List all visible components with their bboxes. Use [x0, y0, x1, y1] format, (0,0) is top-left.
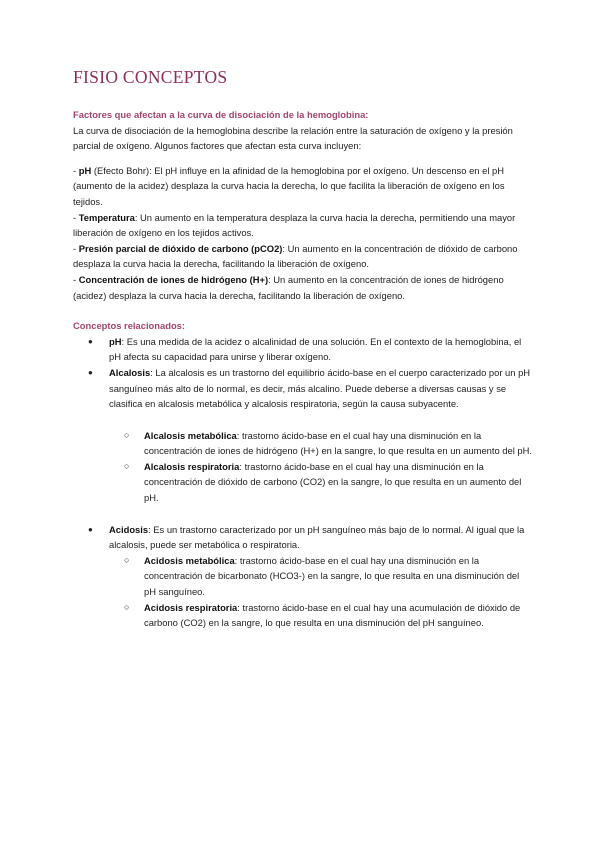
section-heading-factors: Factores que afectan a la curva de disociación de la hemoglobina:: [73, 109, 369, 120]
factor-label: Presión parcial de dióxido de carbono (pCO2): [78, 242, 283, 254]
section-heading-concepts: Conceptos relacionados:: [73, 320, 186, 332]
page-title: FISIO CONCEPTOS: [73, 67, 228, 87]
section-intro: La curva de disociación de la hemoglobina describe la relación entre la saturación de oxígeno y la presión parcial de oxígeno. Algunos factores que afectan esta curva incluyen:: [73, 124, 513, 152]
alcalosis-sublist: [109, 428, 533, 506]
factor-label: Temperatura: [78, 211, 135, 223]
sublist-item: ○ Alcalosis metabólica: trastorno ácido-base en el cual hay una disminución en la concentración de iones de hidrógeno (H+) en la sangre, lo que resulta en un aumento del pH.: [109, 428, 533, 459]
list-item-ph: ● pH: Es una medida de la acidez o alcalinidad de una solución. En el contexto de la hemoglobina, el pH afecta su capacidad para unirse y liberar oxígeno.: [73, 334, 533, 365]
concept-list: [73, 334, 533, 631]
list-item-alcalosis: ● Alcalosis: La alcalosis es un trastorno del equilibrio ácido-base en el cuerpo caracterizado por un pH sanguíneo más alto de lo normal, es decir, más alcalino. Puede deberse a diversas causas y se clasifica en alcalosis metabólica y alcalosis respiratoria, según la causa subyacente. ○ Alcalosis metabólica: trastorno ácido-base en el cual hay una disminución en la concentración de iones de hidrógeno (H+) en la sangre, lo que resulta en un aumento del pH. ○ Alcalosis respiratoria: trastorno ácido-base en el cual hay una disminución en la concentración de dióxido de carbono (CO2) en la sangre, lo que resulta en un aumento del pH.: [73, 365, 533, 522]
document-page: [73, 66, 533, 631]
factor-item: - Temperatura: Un aumento en la temperatura desplaza la curva hacia la derecha, permitiendo una mayor liberación de oxígeno en los tejidos activos.: [73, 211, 516, 239]
factor-label: Concentración de iones de hidrógeno (H+): [78, 273, 269, 285]
factor-item: - pH (Efecto Bohr): El pH influye en la afinidad de la hemoglobina por el oxígeno. Un descenso en el pH (aumento de la acidez) desplaza la curva hacia la derecha, lo que facilita la liberación de oxígeno en los tejidos.: [73, 164, 505, 207]
acidosis-sublist: [109, 553, 533, 631]
sublist-item: ○ Alcalosis respiratoria: trastorno ácido-base en el cual hay una disminución en la concentración de dióxido de carbono (CO2) en la sangre, lo que resulta en un aumento del pH.: [109, 459, 533, 506]
sublist-item: ○ Acidosis respiratoria: trastorno ácido-base en el cual hay una acumulación de dióxido de carbono (CO2) en la sangre, lo que resulta en una disminución del pH sanguíneo.: [109, 600, 533, 631]
sublist-item: ○ Acidosis metabólica: trastorno ácido-base en el cual hay una disminución en la concentración de bicarbonato (HCO3-) en la sangre, lo que resulta en una disminución del pH sanguíneo.: [109, 553, 533, 600]
list-item-acidosis: ● Acidosis: Es un trastorno caracterizado por un pH sanguíneo más bajo de lo normal. Al igual que la alcalosis, puede ser metabólica o respiratoria. ○ Acidosis metabólica: trastorno ácido-base en el cual hay una disminución en la concentración de bicarbonato (HCO3-) en la sangre, lo que resulta en una disminución del pH sanguíneo. ○ Acidosis respiratoria: trastorno ácido-base en el cual hay una acumulación de dióxido de carbono (CO2) en la sangre, lo que resulta en una disminución del pH sanguíneo.: [73, 522, 533, 631]
factor-label: pH: [78, 164, 92, 176]
factor-item: - Concentración de iones de hidrógeno (H+): Un aumento en la concentración de iones de hidrógeno (acidez) desplaza la curva hacia la derecha, facilitando la liberación de oxígeno.: [73, 273, 504, 301]
factor-item: - Presión parcial de dióxido de carbono (pCO2): Un aumento en la concentración de dióxido de carbono desplaza la curva hacia la derecha, facilitando la liberación de oxígeno.: [73, 242, 518, 270]
